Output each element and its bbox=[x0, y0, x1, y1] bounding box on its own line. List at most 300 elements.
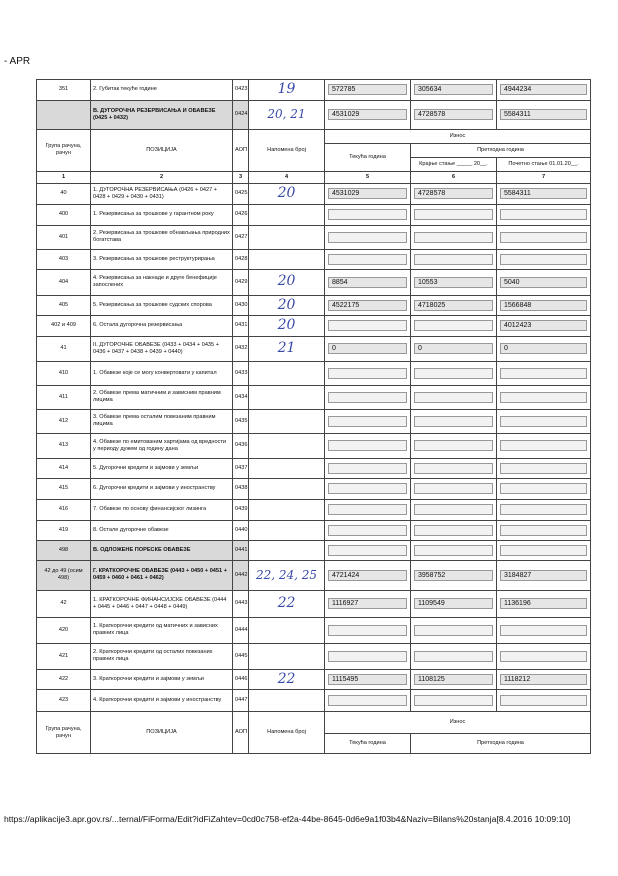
prev-start-field[interactable]: 1566848 bbox=[500, 300, 587, 311]
row-aop: 0432 bbox=[233, 336, 249, 361]
bottom-header-group: Група рачуна, рачун bbox=[37, 712, 91, 754]
column-number-row bbox=[37, 171, 591, 183]
table-row bbox=[37, 316, 591, 337]
prev-start-cell bbox=[497, 249, 591, 269]
prev-start-cell bbox=[497, 458, 591, 478]
row-position: 3. Обавезе према осталим повезаним правним лицима bbox=[91, 409, 233, 433]
row-position: 4. Резервисања за накнаде и друге бенефиције запослених bbox=[91, 269, 233, 295]
bottom-header-note: Напомена број bbox=[249, 712, 325, 754]
row-group: 402 и 409 bbox=[37, 316, 91, 337]
table-row bbox=[37, 669, 591, 690]
column-number: 6 bbox=[411, 171, 497, 183]
row-note bbox=[249, 540, 325, 560]
current-year-field[interactable] bbox=[328, 254, 407, 265]
table-row bbox=[37, 433, 591, 458]
bottom-header-aop: АОП bbox=[233, 712, 249, 754]
prev-end-cell bbox=[411, 204, 497, 225]
column-number: 1 bbox=[37, 171, 91, 183]
row-group: 403 bbox=[37, 249, 91, 269]
current-year-cell bbox=[325, 204, 411, 225]
prev-end-field[interactable]: 1109549 bbox=[414, 598, 493, 609]
row-group: 411 bbox=[37, 385, 91, 409]
row-position: 1. ДУГОРОЧНА РЕЗЕРВИСАЊА (0426 + 0427 + 0428 + 0429 + 0430 + 0431) bbox=[91, 183, 233, 204]
bottom-header-amount: Износ bbox=[325, 712, 591, 734]
row-group: 42 до 49 (осим 498) bbox=[37, 560, 91, 590]
table-row bbox=[37, 458, 591, 478]
row-group: 419 bbox=[37, 520, 91, 540]
handwritten-note: 19 bbox=[277, 81, 296, 97]
row-note bbox=[249, 204, 325, 225]
prev-end-field[interactable] bbox=[414, 392, 493, 403]
prev-end-cell bbox=[411, 225, 497, 249]
prev-end-field[interactable] bbox=[414, 254, 493, 265]
row-group: 42 bbox=[37, 590, 91, 617]
row-group: 410 bbox=[37, 361, 91, 385]
prev-end-field[interactable] bbox=[414, 232, 493, 243]
row-group: 421 bbox=[37, 643, 91, 669]
row-position: 5. Резервисања за трошкове судских спорова bbox=[91, 295, 233, 316]
row-group: 401 bbox=[37, 225, 91, 249]
row-aop: 0429 bbox=[233, 269, 249, 295]
prev-start-field[interactable]: 1136196 bbox=[500, 598, 587, 609]
prev-end-field[interactable] bbox=[414, 695, 493, 706]
prev-end-cell bbox=[411, 540, 497, 560]
row-aop: 0444 bbox=[233, 617, 249, 643]
row-position: 5. Дугорочни кредити и зајмови у земљи bbox=[91, 458, 233, 478]
column-number: 4 bbox=[249, 171, 325, 183]
current-year-field[interactable]: 1116927 bbox=[328, 598, 407, 609]
prev-end-field[interactable]: 1108125 bbox=[414, 674, 493, 685]
header-current-year: Текућа година bbox=[325, 143, 411, 171]
prev-start-cell bbox=[497, 336, 591, 361]
current-year-cell bbox=[325, 295, 411, 316]
prev-end-field[interactable]: 4718025 bbox=[414, 300, 493, 311]
current-year-cell bbox=[325, 269, 411, 295]
prev-start-cell bbox=[497, 269, 591, 295]
prev-end-field[interactable] bbox=[414, 483, 493, 494]
row-aop: 0434 bbox=[233, 385, 249, 409]
current-year-field[interactable] bbox=[328, 392, 407, 403]
handwritten-note: 20 bbox=[277, 273, 296, 290]
row-position: 8. Остале дугорочне обавезе bbox=[91, 520, 233, 540]
prev-start-cell bbox=[497, 433, 591, 458]
main-rows bbox=[37, 183, 591, 712]
prev-end-cell bbox=[411, 560, 497, 590]
handwritten-note: 22 bbox=[277, 670, 296, 687]
prev-start-cell bbox=[497, 385, 591, 409]
prev-start-cell bbox=[497, 690, 591, 712]
row-position: 3. Резервисања за трошкове реструктурирања bbox=[91, 249, 233, 269]
prev-end-field[interactable] bbox=[414, 440, 493, 451]
current-year-cell bbox=[325, 249, 411, 269]
row-aop: 0445 bbox=[233, 643, 249, 669]
prev-start-field[interactable] bbox=[500, 545, 587, 556]
table-row bbox=[37, 590, 591, 617]
row-position: 1. КРАТКОРОЧНЕ ФИНАНСИЈСКЕ ОБАВЕЗЕ (0444 + 0445 + 0446 + 0447 + 0448 + 0449) bbox=[91, 590, 233, 617]
row-note bbox=[249, 433, 325, 458]
handwritten-note: 21 bbox=[277, 339, 296, 356]
prev-start-cell bbox=[497, 361, 591, 385]
current-year-cell bbox=[325, 617, 411, 643]
row-aop: 0428 bbox=[233, 249, 249, 269]
row-note bbox=[249, 361, 325, 385]
current-year-field[interactable] bbox=[328, 232, 407, 243]
prev-start-field[interactable] bbox=[500, 504, 587, 515]
row-position: 1. Резервисања за трошкове у гарантном року bbox=[91, 204, 233, 225]
row-aop: 0438 bbox=[233, 478, 249, 499]
prev-start-field[interactable] bbox=[500, 209, 587, 220]
row-note bbox=[249, 520, 325, 540]
column-number: 3 bbox=[233, 171, 249, 183]
row-group: 423 bbox=[37, 690, 91, 712]
handwritten-note: 20 bbox=[277, 184, 296, 201]
prev-end-cell bbox=[411, 336, 497, 361]
row-note bbox=[249, 669, 325, 690]
current-year-cell bbox=[325, 520, 411, 540]
prev-start-cell bbox=[497, 100, 591, 129]
prev-end-field[interactable] bbox=[414, 368, 493, 379]
prev-start-field[interactable] bbox=[500, 695, 587, 706]
prev-end-cell bbox=[411, 183, 497, 204]
prev-end-cell bbox=[411, 590, 497, 617]
column-number: 7 bbox=[497, 171, 591, 183]
prev-start-field[interactable]: 5584311 bbox=[500, 188, 587, 199]
current-year-field[interactable] bbox=[328, 651, 407, 662]
row-group: 416 bbox=[37, 499, 91, 520]
prev-start-cell bbox=[497, 204, 591, 225]
row-group: 41 bbox=[37, 336, 91, 361]
prev-start-field[interactable]: 5040 bbox=[500, 277, 587, 288]
prev-end-cell bbox=[411, 690, 497, 712]
table-row bbox=[37, 385, 591, 409]
prev-end-field[interactable] bbox=[414, 545, 493, 556]
prev-start-field[interactable] bbox=[500, 525, 587, 536]
current-year-cell bbox=[325, 540, 411, 560]
row-note bbox=[249, 560, 325, 590]
current-year-field[interactable] bbox=[328, 463, 407, 474]
row-position: II. ДУГОРОЧНЕ ОБАВЕЗЕ (0433 + 0434 + 0435 + 0436 + 0437 + 0438 + 0439 + 0440) bbox=[91, 336, 233, 361]
prev-start-cell bbox=[497, 295, 591, 316]
prev-start-field[interactable]: 4012423 bbox=[500, 320, 587, 331]
current-year-field[interactable]: 572785 bbox=[328, 84, 407, 95]
row-group: 414 bbox=[37, 458, 91, 478]
row-group: 351 bbox=[37, 80, 91, 101]
row-aop: 0441 bbox=[233, 540, 249, 560]
row-note bbox=[249, 643, 325, 669]
current-year-cell bbox=[325, 361, 411, 385]
prev-start-field[interactable] bbox=[500, 232, 587, 243]
row-note bbox=[249, 100, 325, 129]
row-aop: 0447 bbox=[233, 690, 249, 712]
prev-start-cell bbox=[497, 478, 591, 499]
header-prev-start: Почетно стање 01.01.20__. bbox=[497, 157, 591, 171]
current-year-field[interactable] bbox=[328, 504, 407, 515]
current-year-field[interactable] bbox=[328, 440, 407, 451]
current-year-cell bbox=[325, 80, 411, 101]
current-year-cell bbox=[325, 560, 411, 590]
row-position: Г. КРАТКОРОЧНЕ ОБАВЕЗЕ (0443 + 0450 + 0451 + 0459 + 0460 + 0461 + 0462) bbox=[91, 560, 233, 590]
row-position: 4. Краткорочни кредити и зајмови у иностранству bbox=[91, 690, 233, 712]
prev-start-field[interactable] bbox=[500, 440, 587, 451]
row-note bbox=[249, 249, 325, 269]
row-aop: 0440 bbox=[233, 520, 249, 540]
prev-start-field[interactable] bbox=[500, 368, 587, 379]
row-position: 2. Краткорочни кредити од осталих повезаних правних лица bbox=[91, 643, 233, 669]
row-note bbox=[249, 225, 325, 249]
row-aop: 0436 bbox=[233, 433, 249, 458]
prev-end-field[interactable] bbox=[414, 463, 493, 474]
table-row bbox=[37, 690, 591, 712]
current-year-field[interactable] bbox=[328, 695, 407, 706]
prev-end-cell bbox=[411, 409, 497, 433]
row-aop: 0437 bbox=[233, 458, 249, 478]
footer-url: https://aplikacije3.apr.gov.rs/...ternal/FiForma/Edit?idFiZahtev=0cd0c758-ef2a-44be-8645-0d6e9a1f03b4&Naziv=Bilans%20stanja[8.4.2016 10:09:10] bbox=[4, 814, 571, 824]
row-group: 405 bbox=[37, 295, 91, 316]
prev-end-cell bbox=[411, 80, 497, 101]
row-position: 2. Резервисања за трошкове обнављања природних богатстава bbox=[91, 225, 233, 249]
current-year-cell bbox=[325, 590, 411, 617]
row-position: 2. Губитак текуће године bbox=[91, 80, 233, 101]
current-year-cell bbox=[325, 183, 411, 204]
handwritten-note: 20, 21 bbox=[267, 107, 306, 121]
table-row bbox=[37, 361, 591, 385]
row-group: 420 bbox=[37, 617, 91, 643]
current-year-field[interactable] bbox=[328, 368, 407, 379]
prev-end-cell bbox=[411, 100, 497, 129]
prev-start-cell bbox=[497, 80, 591, 101]
row-position: 6. Дугорочни кредити и зајмови у иностранству bbox=[91, 478, 233, 499]
current-year-cell bbox=[325, 316, 411, 337]
header-group: Група рачуна, рачун bbox=[37, 129, 91, 171]
row-note bbox=[249, 617, 325, 643]
prev-start-cell bbox=[497, 316, 591, 337]
table-row bbox=[37, 499, 591, 520]
current-year-cell bbox=[325, 669, 411, 690]
table-row bbox=[37, 225, 591, 249]
current-year-field[interactable]: 8854 bbox=[328, 277, 407, 288]
prev-start-field[interactable]: 5584311 bbox=[500, 109, 587, 120]
current-year-field[interactable]: 0 bbox=[328, 343, 407, 354]
row-aop: 0446 bbox=[233, 669, 249, 690]
row-note bbox=[249, 590, 325, 617]
row-aop: 0431 bbox=[233, 316, 249, 337]
prev-end-cell bbox=[411, 643, 497, 669]
prev-end-field[interactable] bbox=[414, 209, 493, 220]
row-note bbox=[249, 336, 325, 361]
row-aop: 0439 bbox=[233, 499, 249, 520]
current-year-cell bbox=[325, 690, 411, 712]
row-position: 1. Обавезе које се могу конвертовати у капитал bbox=[91, 361, 233, 385]
table-row bbox=[37, 269, 591, 295]
current-year-cell bbox=[325, 100, 411, 129]
current-year-field[interactable] bbox=[328, 320, 407, 331]
prev-start-field[interactable]: 3184827 bbox=[500, 570, 587, 581]
table-row bbox=[37, 478, 591, 499]
row-note bbox=[249, 80, 325, 101]
row-aop: 0442 bbox=[233, 560, 249, 590]
bottom-header-current-year: Текућа година bbox=[325, 734, 411, 754]
row-group: 413 bbox=[37, 433, 91, 458]
row-position: 4. Обавезе по емитованим хартијама од вредности у периоду дужем од годину дана bbox=[91, 433, 233, 458]
handwritten-note: 22 bbox=[277, 594, 296, 611]
row-group: 415 bbox=[37, 478, 91, 499]
current-year-cell bbox=[325, 433, 411, 458]
prev-end-field[interactable] bbox=[414, 525, 493, 536]
prev-end-field[interactable] bbox=[414, 416, 493, 427]
current-year-cell bbox=[325, 499, 411, 520]
prev-end-field[interactable] bbox=[414, 651, 493, 662]
prev-end-cell bbox=[411, 478, 497, 499]
prev-end-field[interactable] bbox=[414, 320, 493, 331]
row-aop: 0426 bbox=[233, 204, 249, 225]
handwritten-note: 20 bbox=[277, 296, 296, 313]
row-position: 7. Обавезе по основу финансијског лизинга bbox=[91, 499, 233, 520]
bottom-header-position: ПОЗИЦИЈА bbox=[91, 712, 233, 754]
current-year-cell bbox=[325, 478, 411, 499]
current-year-field[interactable]: 4721424 bbox=[328, 570, 407, 581]
prev-end-cell bbox=[411, 295, 497, 316]
prev-end-cell bbox=[411, 385, 497, 409]
row-position: 2. Обавезе према матичним и зависним правним лицима bbox=[91, 385, 233, 409]
header-aop: АОП bbox=[233, 129, 249, 171]
row-group: 498 bbox=[37, 540, 91, 560]
header-prev-year: Претходна година bbox=[411, 143, 591, 157]
row-note bbox=[249, 458, 325, 478]
bottom-header-prev-year: Претходна година bbox=[411, 734, 591, 754]
prev-end-field[interactable]: 10553 bbox=[414, 277, 493, 288]
current-year-field[interactable] bbox=[328, 525, 407, 536]
table-header bbox=[37, 129, 591, 183]
current-year-field[interactable]: 1115495 bbox=[328, 674, 407, 685]
table-row bbox=[37, 204, 591, 225]
prev-end-field[interactable] bbox=[414, 625, 493, 636]
table-row bbox=[37, 100, 591, 129]
apr-header-tag: - APR bbox=[4, 56, 31, 67]
prev-end-field[interactable]: 305634 bbox=[414, 84, 493, 95]
row-aop: 0435 bbox=[233, 409, 249, 433]
prev-end-cell bbox=[411, 617, 497, 643]
prev-start-cell bbox=[497, 183, 591, 204]
prev-start-cell bbox=[497, 669, 591, 690]
prev-start-field[interactable] bbox=[500, 392, 587, 403]
prev-end-field[interactable]: 0 bbox=[414, 343, 493, 354]
current-year-field[interactable] bbox=[328, 209, 407, 220]
prev-start-cell bbox=[497, 643, 591, 669]
prev-start-cell bbox=[497, 225, 591, 249]
prev-end-cell bbox=[411, 458, 497, 478]
current-year-field[interactable] bbox=[328, 545, 407, 556]
prev-start-field[interactable] bbox=[500, 254, 587, 265]
prev-start-field[interactable] bbox=[500, 483, 587, 494]
prev-start-field[interactable]: 1118212 bbox=[500, 674, 587, 685]
table-row bbox=[37, 560, 591, 590]
current-year-field[interactable] bbox=[328, 625, 407, 636]
balance-sheet-table bbox=[36, 79, 591, 754]
row-aop: 0430 bbox=[233, 295, 249, 316]
handwritten-note: 20 bbox=[277, 317, 296, 333]
prev-start-cell bbox=[497, 540, 591, 560]
row-position: В. ОДЛОЖЕНЕ ПОРЕСКЕ ОБАВЕЗЕ bbox=[91, 540, 233, 560]
handwritten-note: 22, 24, 25 bbox=[255, 567, 318, 582]
prev-end-field[interactable]: 4728578 bbox=[414, 188, 493, 199]
table-row bbox=[37, 249, 591, 269]
row-group: 422 bbox=[37, 669, 91, 690]
header-amount: Износ bbox=[325, 129, 591, 143]
row-note bbox=[249, 499, 325, 520]
row-note bbox=[249, 385, 325, 409]
row-position: В. ДУГОРОЧНА РЕЗЕРВИСАЊА И ОБАВЕЗЕ (0425 + 0432) bbox=[91, 100, 233, 129]
current-year-cell bbox=[325, 409, 411, 433]
prev-end-field[interactable]: 4728578 bbox=[414, 109, 493, 120]
row-group: 412 bbox=[37, 409, 91, 433]
current-year-field[interactable] bbox=[328, 416, 407, 427]
prev-end-cell bbox=[411, 269, 497, 295]
row-aop: 0423 bbox=[233, 80, 249, 101]
table-row bbox=[37, 617, 591, 643]
row-note bbox=[249, 183, 325, 204]
header-note: Напомена број bbox=[249, 129, 325, 171]
row-aop: 0433 bbox=[233, 361, 249, 385]
current-year-field[interactable]: 4531029 bbox=[328, 109, 407, 120]
current-year-field[interactable] bbox=[328, 483, 407, 494]
table-row bbox=[37, 80, 591, 101]
row-aop: 0443 bbox=[233, 590, 249, 617]
prev-start-field[interactable] bbox=[500, 463, 587, 474]
prev-end-cell bbox=[411, 361, 497, 385]
prev-start-field[interactable]: 4944234 bbox=[500, 84, 587, 95]
prev-start-cell bbox=[497, 590, 591, 617]
prev-start-field[interactable] bbox=[500, 625, 587, 636]
prev-start-field[interactable] bbox=[500, 651, 587, 662]
current-year-cell bbox=[325, 385, 411, 409]
table-row bbox=[37, 336, 591, 361]
prev-start-cell bbox=[497, 560, 591, 590]
prev-end-field[interactable]: 3958752 bbox=[414, 570, 493, 581]
column-number: 2 bbox=[91, 171, 233, 183]
current-year-field[interactable]: 4531029 bbox=[328, 188, 407, 199]
row-note bbox=[249, 316, 325, 337]
bottom-header bbox=[37, 712, 591, 754]
prev-end-field[interactable] bbox=[414, 504, 493, 515]
top-rows bbox=[37, 80, 591, 130]
current-year-cell bbox=[325, 336, 411, 361]
row-aop: 0425 bbox=[233, 183, 249, 204]
table-row bbox=[37, 643, 591, 669]
header-position: ПОЗИЦИЈА bbox=[91, 129, 233, 171]
prev-start-field[interactable] bbox=[500, 416, 587, 427]
current-year-field[interactable]: 4522175 bbox=[328, 300, 407, 311]
current-year-cell bbox=[325, 643, 411, 669]
prev-start-cell bbox=[497, 617, 591, 643]
prev-end-cell bbox=[411, 433, 497, 458]
current-year-cell bbox=[325, 458, 411, 478]
prev-end-cell bbox=[411, 249, 497, 269]
table-row bbox=[37, 520, 591, 540]
prev-end-cell bbox=[411, 520, 497, 540]
row-position: 1. Краткорочни кредити од матичних и зависних правних лица bbox=[91, 617, 233, 643]
prev-end-cell bbox=[411, 669, 497, 690]
row-group: 40 bbox=[37, 183, 91, 204]
row-group: 404 bbox=[37, 269, 91, 295]
prev-end-cell bbox=[411, 499, 497, 520]
table-row bbox=[37, 409, 591, 433]
prev-start-cell bbox=[497, 499, 591, 520]
row-group: 400 bbox=[37, 204, 91, 225]
prev-start-field[interactable]: 0 bbox=[500, 343, 587, 354]
row-group bbox=[37, 100, 91, 129]
column-number: 5 bbox=[325, 171, 411, 183]
row-position: 6. Остала дугорочна резервисања bbox=[91, 316, 233, 337]
